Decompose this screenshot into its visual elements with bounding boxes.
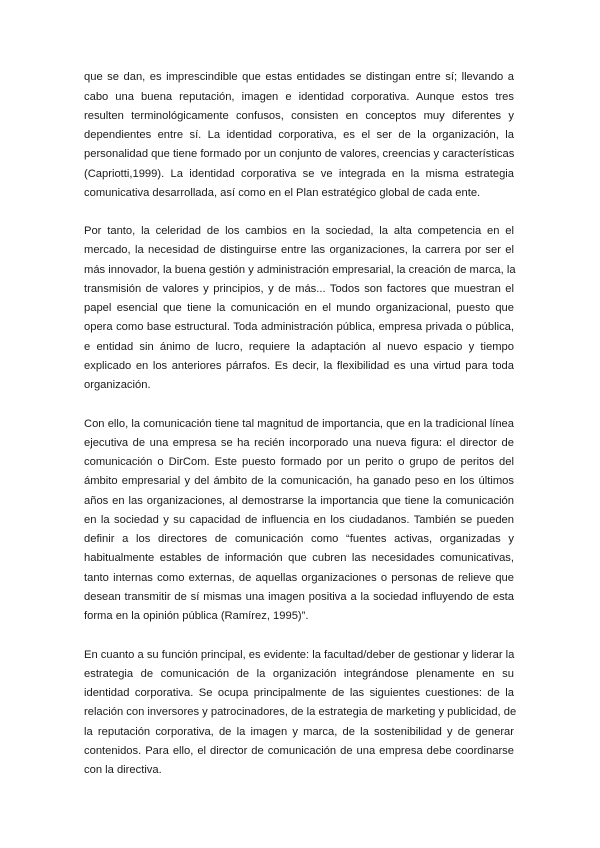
paragraph-3-line-4: ámbito empresarial y del ámbito de la comunicación, ha ganado peso en los últimos	[84, 475, 514, 487]
paragraph-4-line-1: En cuanto a su función principal, es evidente: la facultad/deber de gestionar y liderar la	[84, 649, 515, 661]
paragraph-3-line-10: desean transmitir de sí mismas una imagen positiva a la sociedad influyendo de esta	[84, 591, 514, 603]
paragraph-3-line-9: tanto internas como externas, de aquellas organizaciones o personas de relieve que	[84, 572, 514, 584]
paragraph-4-line-6: contenidos. Para ello, el director de comunicación de una empresa debe coordinarse	[84, 745, 514, 757]
paragraph-3-line-2: ejecutiva de una empresa se ha recién incorporado una nueva figura: el director de	[84, 437, 514, 449]
paragraph-3-line-8: habitualmente estables de información que cubren las necesidades comunicativas,	[84, 552, 514, 564]
paragraph-3-line-6: en la sociedad y su capacidad de influencia en los ciudadanos. También se pueden	[84, 514, 514, 526]
paragraph-4-line-3: identidad corporativa. Se ocupa principalmente de las siguientes cuestiones: de la	[84, 687, 514, 699]
paragraph-2-line-7: e entidad sin ánimo de lucro, requiere la adaptación al nuevo espacio y tiempo	[84, 341, 514, 353]
paragraph-2-line-8: explicado en los anteriores párrafos. Es decir, la flexibilidad es una virtud para toda	[84, 360, 514, 372]
paragraph-3-line-7: definir a los directores de comunicación como “fuentes activas, organizadas y	[84, 533, 514, 545]
paragraph-1-line-6: (Capriotti,1999). La identidad corporativa se ve integrada en la misma estrategia	[84, 168, 514, 180]
paragraph-4-line-4: relación con inversores y patrocinadores, de la estrategia de marketing y publicidad, de	[84, 706, 517, 718]
paragraph-3-line-11: forma en la opinión pública (Ramírez, 1995)”.	[84, 610, 309, 622]
paragraph-3-line-1: Con ello, la comunicación tiene tal magnitud de importancia, que en la tradicional línea	[84, 418, 514, 430]
paragraph-2-line-2: mercado, la necesidad de distinguirse entre las organizaciones, la carrera por ser el	[84, 244, 514, 256]
paragraph-3-line-5: años en las organizaciones, al demostrarse la importancia que tiene la comunicación	[84, 495, 514, 507]
paragraph-3-line-3: comunicación o DirCom. Este puesto formado por un perito o grupo de peritos del	[84, 456, 514, 468]
paragraph-4-line-7: con la directiva.	[84, 764, 162, 776]
paragraph-2-line-4: transmisión de valores y principios, y de más... Todos son factores que muestran el	[84, 283, 514, 295]
paragraph-4-line-2: estrategia de comunicación de la organización integrándose plenamente en su	[84, 668, 514, 680]
paragraph-1-line-4: dependientes entre sí. La identidad corporativa, es el ser de la organización, la	[84, 129, 514, 141]
paragraph-1-line-7: comunicativa desarrollada, así como en el Plan estratégico global de cada ente.	[84, 187, 481, 199]
paragraph-1-line-1: que se dan, es imprescindible que estas entidades se distingan entre sí; llevando a	[84, 71, 514, 83]
paragraph-2-line-9: organización.	[84, 379, 151, 391]
paragraph-2-line-1: Por tanto, la celeridad de los cambios en la sociedad, la alta competencia en el	[84, 225, 514, 237]
paragraph-1-line-3: resulten terminológicamente confusos, consisten en conceptos muy diferentes y	[84, 110, 514, 122]
paragraph-1-line-5: personalidad que tiene formado por un conjunto de valores, creencias y características	[84, 148, 515, 160]
paragraph-2-line-6: opera como base estructural. Toda administración pública, empresa privada o pública,	[84, 321, 514, 333]
paragraph-2-line-3: más innovador, la buena gestión y administración empresarial, la creación de marca, la	[84, 264, 516, 276]
paragraph-1-line-2: cabo una buena reputación, imagen e identidad corporativa. Aunque estos tres	[84, 91, 514, 103]
paragraph-4-line-5: la reputación corporativa, de la imagen y marca, de la sostenibilidad y de generar	[84, 726, 514, 738]
paragraph-2-line-5: papel esencial que tiene la comunicación en el mundo organizacional, puesto que	[84, 302, 514, 314]
